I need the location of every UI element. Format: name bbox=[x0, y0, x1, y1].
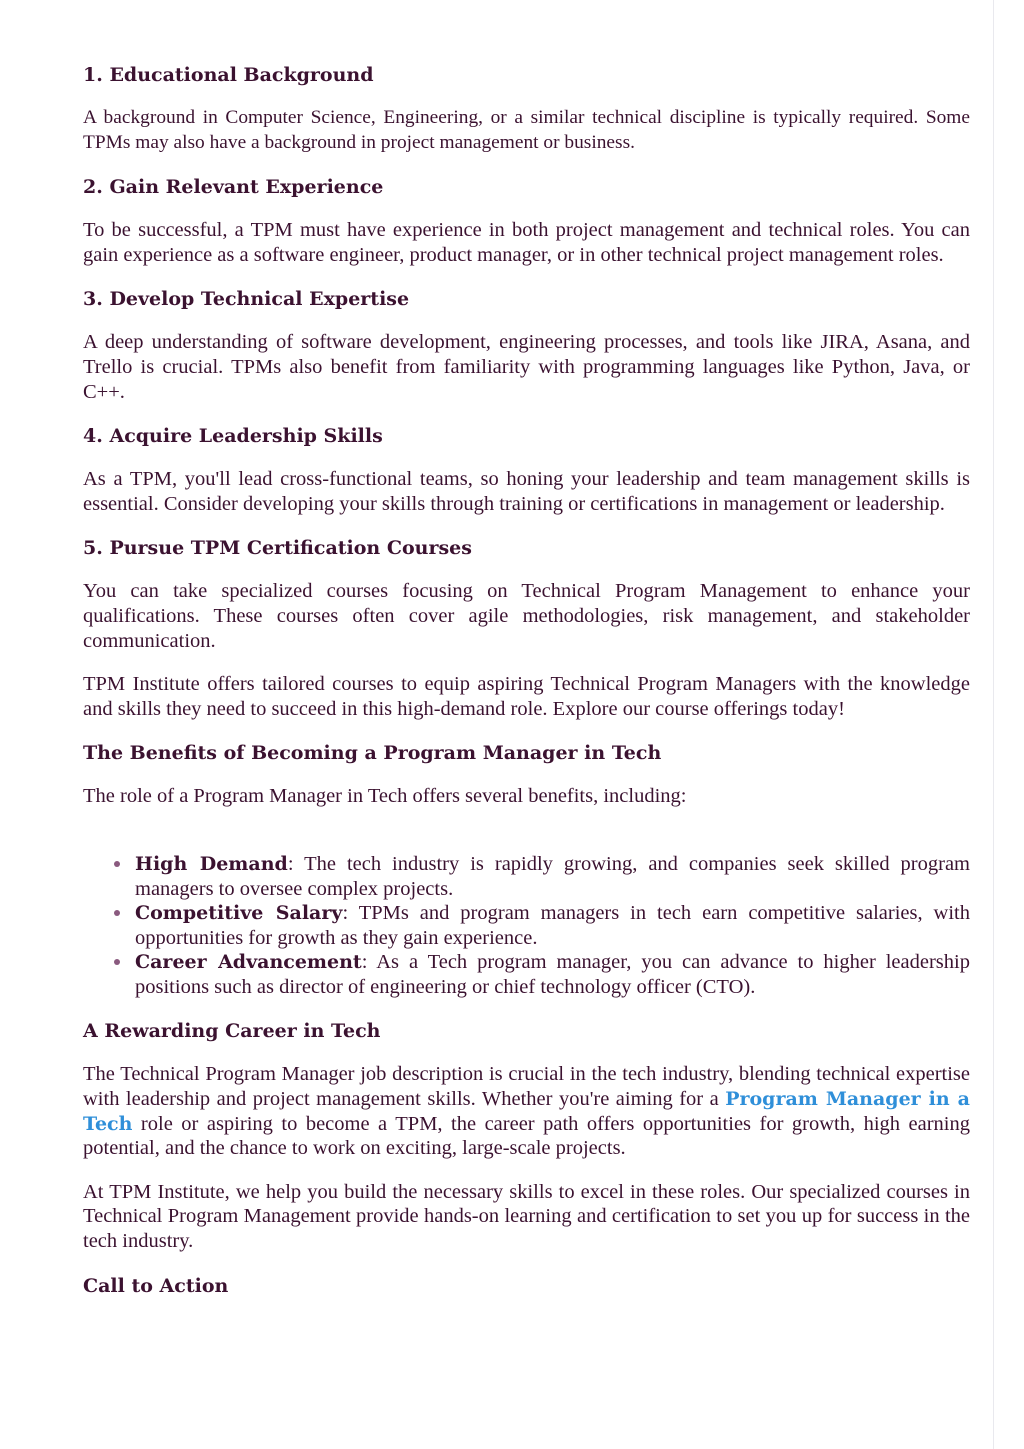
paragraph-leadership-skills: As a TPM, you'll lead cross-functional teams, so honing your leadership and team management skills is essential. Consider developing your skills through training or certifications in management or leadership. bbox=[83, 468, 970, 515]
bullet-icon bbox=[114, 959, 120, 965]
list-item-high-demand bbox=[135, 852, 970, 901]
benefit-text: : TPMs and program managers in tech earn competitive salaries, with opportunities for growth as they gain experience. bbox=[135, 902, 970, 949]
bullet-icon bbox=[114, 910, 120, 916]
paragraph-tpm-institute-help: At TPM Institute, we help you build the necessary skills to excel in these roles. Our specialized courses in Technical Program Management provide hands-on learning and certification to set you up for success in the tech industry. bbox=[83, 1180, 970, 1253]
spacer bbox=[83, 828, 970, 852]
career-text-after-link: role or aspiring to become a TPM, the career path offers opportunities for growth, high earning potential, and the chance to work on exciting, large-scale projects. bbox=[83, 1112, 970, 1160]
section-heading-relevant-experience: 2. Gain Relevant Experience bbox=[83, 176, 384, 199]
benefits-list bbox=[83, 852, 970, 1000]
paragraph-tpm-institute-offer: TPM Institute offers tailored courses to equip aspiring Technical Program Managers with the knowledge and skills they need to succeed in this high-demand role. Explore our course offerings today! bbox=[83, 673, 970, 720]
benefit-term: Career Advancement bbox=[135, 951, 362, 974]
section-heading-benefits: The Benefits of Becoming a Program Manager in Tech bbox=[83, 742, 662, 765]
section-heading-technical-expertise: 3. Develop Technical Expertise bbox=[83, 288, 410, 311]
benefit-text: : As a Tech program manager, you can advance to higher leadership positions such as director of engineering or chief technology officer (CTO). bbox=[135, 951, 970, 998]
section-heading-rewarding-career: A Rewarding Career in Tech bbox=[83, 1020, 381, 1043]
paragraph-educational-background: A background in Computer Science, Engineering, or a similar technical discipline is typically required. Some TPMs may also have a background in project management or business. bbox=[83, 107, 970, 153]
benefit-text: : The tech industry is rapidly growing, and companies seek skilled program managers to oversee complex projects. bbox=[135, 852, 970, 900]
section-heading-leadership-skills: 4. Acquire Leadership Skills bbox=[83, 425, 383, 448]
document-body bbox=[83, 62, 970, 1317]
career-text-before-link: The Technical Program Manager job description is crucial in the tech industry, blending technical expertise with leadership and project management skills. Whether you're aiming for a bbox=[83, 1063, 970, 1111]
paragraph-rewarding-career bbox=[83, 1062, 970, 1160]
section-heading-educational-background: 1. Educational Background bbox=[83, 64, 374, 86]
list-item-career-advancement bbox=[135, 950, 970, 999]
paragraph-certification-courses: You can take specialized courses focusing on Technical Program Management to enhance your qualifications. These courses often cover agile methodologies, risk management, and stakeholder communication. bbox=[83, 580, 970, 652]
paragraph-relevant-experience: To be successful, a TPM must have experience in both project management and technical roles. You can gain experience as a software engineer, product manager, or in other technical project management roles. bbox=[83, 219, 970, 266]
benefit-term: High Demand bbox=[135, 852, 288, 875]
section-heading-call-to-action: Call to Action bbox=[83, 1274, 229, 1297]
bullet-icon bbox=[114, 861, 120, 867]
program-manager-tech-link[interactable]: Program Manager in a Tech bbox=[83, 1088, 970, 1135]
section-heading-certification-courses: 5. Pursue TPM Certification Courses bbox=[83, 537, 472, 560]
paragraph-technical-expertise: A deep understanding of software development, engineering processes, and tools like JIRA, Asana, and Trello is crucial. TPMs also benefit from familiarity with programming languages like Python, Java, or C++. bbox=[83, 331, 970, 403]
benefit-term: Competitive Salary bbox=[135, 902, 343, 925]
paragraph-benefits-intro: The role of a Program Manager in Tech offers several benefits, including: bbox=[83, 785, 687, 808]
page-edge-divider bbox=[993, 0, 994, 1449]
list-item-competitive-salary bbox=[135, 901, 970, 950]
